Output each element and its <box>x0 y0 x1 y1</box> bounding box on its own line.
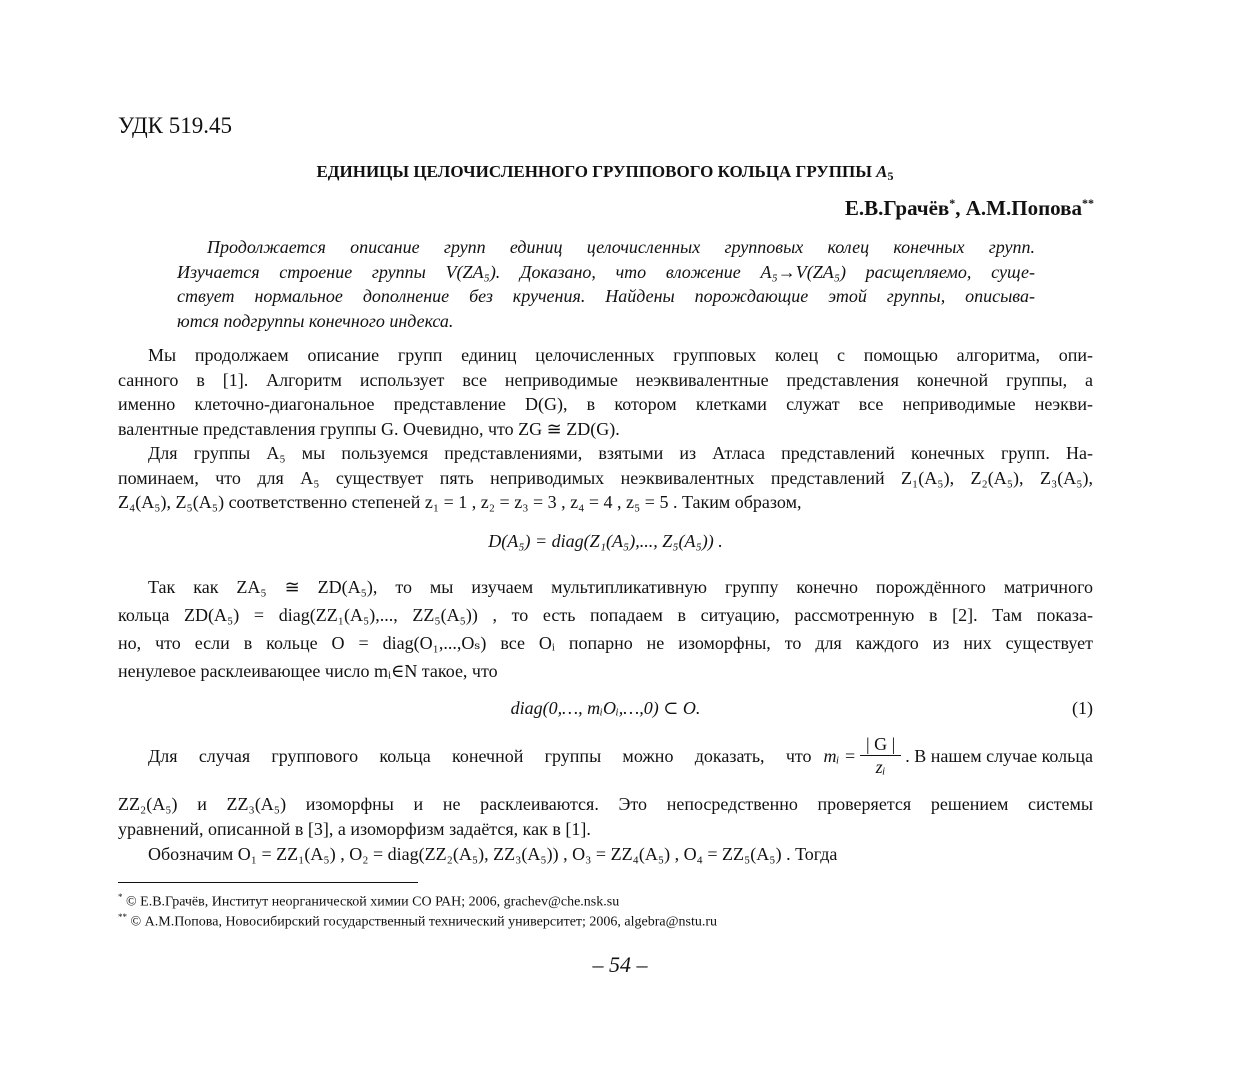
authors <box>845 196 1094 221</box>
paragraph-notation <box>118 842 1093 867</box>
text-line: но, что если в кольце O = diag(O₁,...,Oₛ) все Oᵢ попарно не изоморфны, то для каждого из них существует <box>118 633 1093 653</box>
author-first-mark: * <box>949 196 956 210</box>
footnote-1 <box>118 892 619 911</box>
text-line-with-fraction <box>118 733 1093 778</box>
abstract-line: ствует нормальное дополнение без кручения. Найдены порождающие этой группы, описыва- <box>177 286 1035 306</box>
footnote-mark: ** <box>118 912 127 922</box>
abstract-line: Изучается строение группы V(ZA₅). Доказано, что вложение A₅→V(ZA₅) расщепляемо, суще- <box>177 261 1035 282</box>
text-line: ненулевое расклеивающее число mᵢ∈N такое, что <box>118 661 498 681</box>
equation-number: (1) <box>1072 698 1093 718</box>
frac-lhs: mᵢ = <box>823 745 856 766</box>
paper-title <box>118 162 1092 184</box>
abstract-line: Продолжается описание групп единиц целочисленных групповых колец конечных групп. <box>207 237 1035 257</box>
text-line: Для группы A₅ мы пользуемся представлениями, взятыми из Атласа представлений конечных групп. На- <box>148 443 1093 463</box>
paragraph-intro <box>118 343 1093 441</box>
text-line: Обозначим O₁ = ZZ₁(A₅) , O₂ = diag(ZZ₂(A₅), ZZ₃(A₅)) , O₃ = ZZ₄(A₅) , O₄ = ZZ₅(A₅) . Тогда <box>148 844 838 864</box>
paragraph-group-ring-line <box>118 733 1093 778</box>
text-line: Z₄(A₅), Z₅(A₅) соответственно степеней z₁ = 1 , z₂ = z₃ = 3 , z₄ = 4 , z₅ = 5 . Таким образом, <box>118 492 802 512</box>
text-segment: . В нашем случае кольца <box>905 745 1093 766</box>
fraction <box>860 733 901 778</box>
text-segment: Для случая группового кольца конечной группы можно доказать, что <box>148 745 812 766</box>
formula-1-row <box>118 698 1093 719</box>
author-separator: , <box>955 196 966 220</box>
footnote-2 <box>118 912 717 931</box>
paragraph-representations <box>118 441 1093 515</box>
fraction-denominator: zᵢ <box>875 757 886 777</box>
text-line: Мы продолжаем описание групп единиц целочисленных групповых колец с помощью алгоритма, опи- <box>148 345 1093 365</box>
text-line: санного в [1]. Алгоритм использует все неприводимые неэквивалентные представления конечной группы, а <box>118 369 1093 390</box>
text-line: уравнений, описанной в [3], а изоморфизм задаётся, как в [1]. <box>118 818 591 839</box>
page-number: – 54 – <box>592 952 648 977</box>
footnote-rule <box>118 882 418 883</box>
fraction-numerator: | G | <box>860 733 901 756</box>
author-second: А.М.Попова <box>965 196 1082 220</box>
text-line: кольца ZD(A₅) = diag(ZZ₁(A₅),..., ZZ₅(A₅)) , то есть попадаем в ситуацию, рассмотренную в [2]. Там показа- <box>118 605 1093 625</box>
footnote-mark: * <box>118 892 123 902</box>
abstract-line: ются подгруппы конечного индекса. <box>177 310 454 331</box>
paragraph-isomorphic <box>118 792 1093 841</box>
title-text: ЕДИНИЦЫ ЦЕЛОЧИСЛЕННОГО ГРУППОВОГО КОЛЬЦА ГРУППЫ <box>316 162 872 181</box>
title-group: A <box>876 162 888 181</box>
text-line: ZZ₂(A₅) и ZZ₃(A₅) изоморфны и не расклеиваются. Это непосредственно проверяется решением системы <box>118 794 1093 814</box>
text-line: Так как ZA₅ ≅ ZD(A₅), то мы изучаем мультипликативную группу конечно порождённого матричного <box>148 577 1093 597</box>
udc-code: УДК 519.45 <box>118 113 232 138</box>
formula-1: diag(0,…, mᵢOᵢ,…,0) ⊂ O. <box>510 698 701 718</box>
text-line: именно клеточно-диагональное представление D(G), в котором клетками служат все неприводимые неэкви- <box>118 394 1093 414</box>
formula-diag-d: D(A₅) = diag(Z₁(A₅),..., Z₅(A₅)) . <box>488 531 723 551</box>
author-second-mark: ** <box>1082 196 1094 210</box>
text-line: валентные представления группы G. Очевидно, что ZG ≅ ZD(G). <box>118 418 620 439</box>
abstract <box>177 235 1035 333</box>
footnote-text: © Е.В.Грачёв, Институт неорганической химии СО РАН; 2006, grachev@che.nsk.su <box>126 894 620 910</box>
author-first: Е.В.Грачёв <box>844 196 950 220</box>
title-group-index: 5 <box>887 169 894 183</box>
footnote-text: © А.М.Попова, Новосибирский государственный технический университет; 2006, algebra@nstu.ru <box>130 914 718 930</box>
text-line: поминаем, что для A₅ существует пять неприводимых неэквивалентных представлений Z₁(A₅), Z₂(A₅), Z₃(A₅), <box>118 467 1093 488</box>
paragraph-multiplicative <box>118 573 1093 685</box>
